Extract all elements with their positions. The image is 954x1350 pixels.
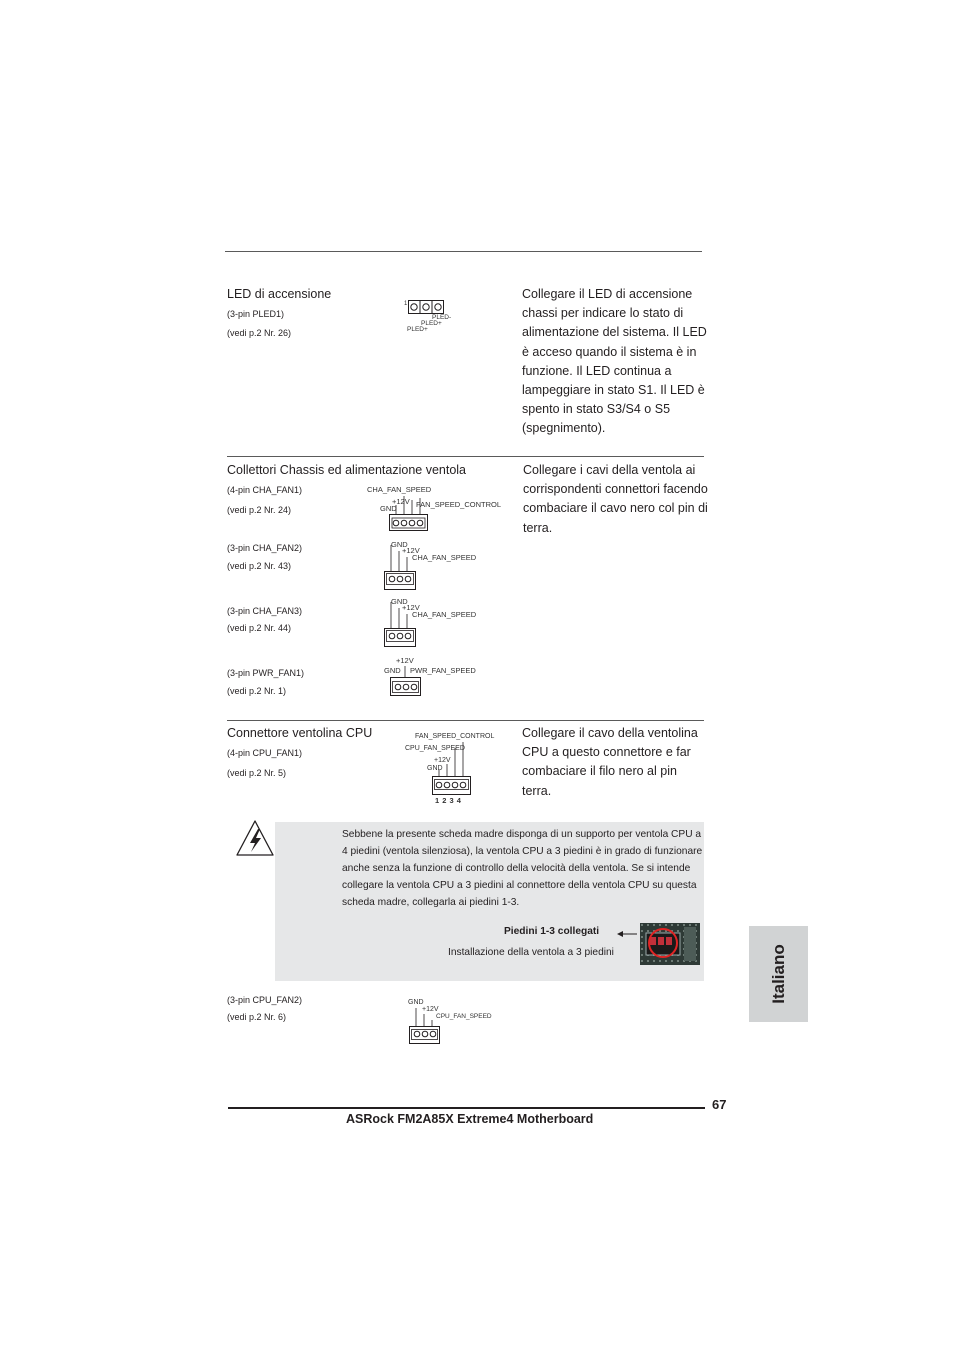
led-connector-icon (408, 300, 444, 314)
led-description: Collegare il LED di accensione chassi per indicare lo stato di alimentazione del sistema. Il LED è acceso quando il sistema è in funzione. Il LED continua a lampeggiare in stato S1. Il LED è spento in stato S3/S4 o S5 (spegnimento). (522, 287, 707, 436)
cha-fan1-12v-label: +12V (392, 497, 410, 506)
chassis-title: Collettori Chassis ed alimentazione ventola (227, 463, 467, 477)
cha-fan2-gnd-label: GND (391, 540, 408, 549)
cha-fan1-ref: (vedi p.2 Nr. 24) (227, 505, 292, 515)
cha-fan3-gnd-label: GND (391, 597, 408, 606)
cpu-control-label: FAN_SPEED_CONTROL (415, 733, 495, 740)
cha-fan3-12v-label: +12V (402, 603, 420, 612)
warning-bold-label: Piedini 1-3 collegati (504, 926, 600, 937)
cpu-title: Connettore ventolina CPU (227, 726, 373, 740)
language-tab-label-wrap (749, 926, 808, 1022)
warning-icon (235, 818, 275, 858)
cha-fan2-12v-label: +12V (402, 546, 420, 555)
led-title: LED di accensione (227, 287, 332, 301)
cpu-12v-label: +12V (434, 757, 451, 764)
cpu-pin: (4-pin CPU_FAN1) (227, 748, 303, 758)
cpu-ref: (vedi p.2 Nr. 5) (227, 768, 287, 778)
cha-fan1-pin: (4-pin CHA_FAN1) (227, 485, 303, 495)
cpu-description: Collegare il cavo della ventolina CPU a questo connettore e far combaciare il filo nero al pin terra. (522, 726, 698, 798)
cpu-speed-label: CPU_FAN_SPEED (405, 745, 465, 752)
cpu-fan2-ref: (vedi p.2 Nr. 6) (227, 1012, 287, 1022)
page-number: 67 (712, 1097, 727, 1112)
cpu-pin-numbers: 1 2 3 4 (435, 796, 461, 805)
cha-fan2-connector-icon (383, 545, 419, 591)
warning-caption: Installazione della ventola a 3 piedini (448, 947, 614, 958)
footer-product: ASRock FM2A85X Extreme4 Motherboard (346, 1112, 594, 1126)
pwr-fan1-pin: (3-pin PWR_FAN1) (227, 668, 305, 678)
cpu-gnd-label: GND (427, 765, 443, 772)
cha-fan3-speed-label: CHA_FAN_SPEED (412, 610, 477, 619)
led-label-1: PLED- (432, 314, 452, 321)
cha-fan1-speed-label: CHA_FAN_SPEED (367, 485, 432, 494)
arrow-left-icon (617, 930, 637, 938)
led-ref: (vedi p.2 Nr. 26) (227, 328, 292, 338)
cpu-fan2-pin: (3-pin CPU_FAN2) (227, 995, 303, 1005)
top-rule (225, 251, 702, 252)
cha-fan1-control-label: FAN_SPEED_CONTROL (416, 500, 502, 509)
pwr-fan1-speed-label: PWR_FAN_SPEED (410, 666, 476, 675)
cpu-fan2-connector-icon (408, 1006, 442, 1046)
led-pin1-mark: 1 (404, 301, 408, 307)
cha-fan2-ref: (vedi p.2 Nr. 43) (227, 561, 292, 571)
pwr-fan1-connector-icon (389, 666, 423, 698)
led-pin: (3-pin PLED1) (227, 309, 285, 319)
section-rule-1 (227, 456, 704, 457)
cha-fan2-speed-label: CHA_FAN_SPEED (412, 553, 477, 562)
fan-install-photo (640, 923, 700, 965)
cpu-fan1-connector-icon (431, 742, 475, 798)
cpu-fan2-12v-label: +12V (422, 1006, 439, 1013)
cpu-fan2-gnd-label: GND (408, 999, 424, 1006)
led-label-2: PLED+ (421, 320, 442, 327)
section-rule-2 (227, 720, 704, 721)
footer-rule (228, 1107, 705, 1109)
pwr-fan1-12v-label: +12V (396, 656, 414, 665)
cha-fan1-gnd-label: GND (380, 504, 397, 513)
cha-fan3-connector-icon (383, 602, 419, 648)
warning-text: Sebbene la presente scheda madre disponga di un supporto per ventola CPU a 4 piedini (ventola silenziosa), la ventola CPU a 3 piedini è in grado di funzionare anche senza la funzione di controllo della velocità della ventola. Se si intende collegare la ventola CPU a 3 piedini al connettore della ventola CPU su questa scheda madre, collegarla ai piedini 1-3. (342, 829, 703, 908)
cha-fan3-ref: (vedi p.2 Nr. 44) (227, 623, 292, 633)
chassis-description: Collegare i cavi della ventola ai corrispondenti connettori facendo combaciare il cavo nero col pin di terra. (523, 463, 708, 535)
cha-fan3-pin: (3-pin CHA_FAN3) (227, 606, 303, 616)
cpu-fan2-speed-label: CPU_FAN_SPEED (436, 1013, 492, 1020)
pwr-fan1-ref: (vedi p.2 Nr. 1) (227, 686, 287, 696)
pwr-fan1-gnd-label: GND (384, 666, 401, 675)
cha-fan2-pin: (3-pin CHA_FAN2) (227, 543, 303, 553)
cha-fan1-connector-icon (388, 492, 432, 532)
language-tab-label: Italiano (768, 944, 788, 1004)
led-label-3: PLED+ (407, 326, 428, 333)
